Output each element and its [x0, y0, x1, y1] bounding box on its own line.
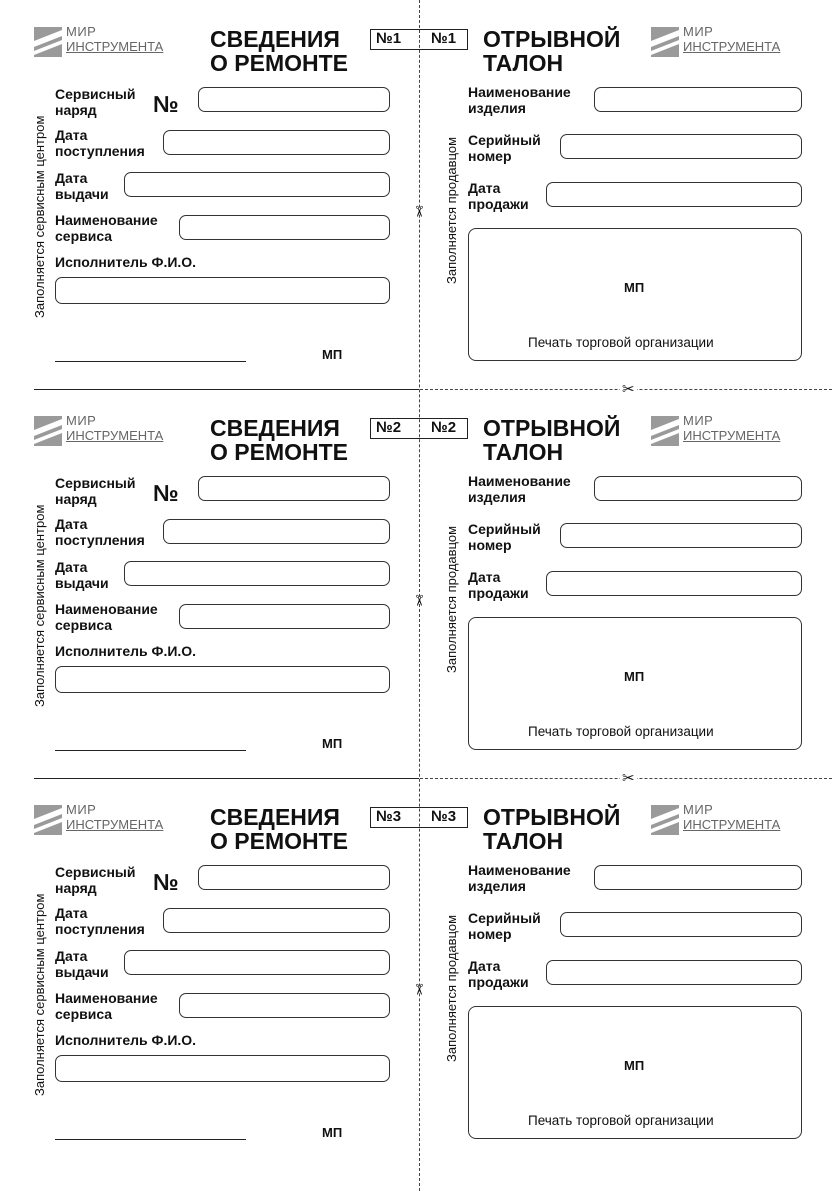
date-received-label-line1: Дата — [55, 516, 88, 532]
service-name-label-line1: Наименование — [55, 601, 158, 617]
logo-left — [34, 414, 184, 448]
serial-number-label — [468, 521, 541, 553]
scissors-icon: ✂ — [409, 594, 427, 607]
repair-title-line2: О РЕМОНТЕ — [210, 50, 349, 76]
logo-left — [34, 25, 184, 59]
serial-number-field[interactable] — [560, 912, 802, 937]
product-name-label — [468, 84, 571, 116]
logo-icon — [651, 805, 679, 835]
service-order-field[interactable] — [198, 87, 390, 112]
serial-number-label — [468, 910, 541, 942]
coupon-title-line1: ОТРЫВНОЙ — [483, 26, 621, 52]
cut-line-1-left — [34, 389, 419, 390]
store-stamp-caption: Печать торговой организации — [528, 724, 714, 739]
service-name-label-line2: сервиса — [55, 1006, 113, 1022]
date-received-label-line2: поступления — [55, 143, 145, 159]
logo-left — [34, 803, 184, 837]
number-sign: № — [153, 480, 179, 506]
service-name-label-line1: Наименование — [55, 212, 158, 228]
service-order-field[interactable] — [198, 476, 390, 501]
logo-text-line2: ИНСТРУМЕНТА — [66, 428, 164, 443]
product-name-label-line2: изделия — [468, 878, 526, 894]
executor-label: Исполнитель Ф.И.О. — [55, 1032, 197, 1048]
logo-text-line2: ИНСТРУМЕНТА — [66, 39, 164, 54]
service-name-field[interactable] — [179, 215, 390, 240]
service-order-label-line1: Сервисный — [55, 864, 136, 880]
service-name-label — [55, 601, 158, 633]
service-center-side-label: Заполняется сервисным центром — [32, 893, 47, 1096]
store-stamp-caption: Печать торговой организации — [528, 1113, 714, 1128]
sale-date-label-line2: продажи — [468, 196, 529, 212]
logo-right — [651, 803, 801, 837]
date-issued-label-line2: выдачи — [55, 186, 109, 202]
logo-text-line2: ИНСТРУМЕНТА — [66, 817, 164, 832]
date-issued-label-line2: выдачи — [55, 575, 109, 591]
serial-number-field[interactable] — [560, 523, 802, 548]
repair-title-line2: О РЕМОНТЕ — [210, 439, 349, 465]
logo-text-line1: МИР — [66, 413, 97, 428]
repair-record-section — [0, 389, 839, 778]
service-order-label — [55, 475, 135, 507]
sale-date-label — [468, 958, 529, 990]
date-issued-label — [55, 948, 109, 980]
date-issued-label-line1: Дата — [55, 559, 88, 575]
product-name-label — [468, 473, 571, 505]
logo-right — [651, 25, 801, 59]
serial-number-label-line1: Серийный — [468, 910, 541, 926]
number-sign: № — [153, 869, 179, 895]
service-name-label-line1: Наименование — [55, 990, 158, 1006]
product-name-field[interactable] — [594, 87, 802, 112]
cut-line-2-left — [34, 778, 419, 779]
executor-field[interactable] — [55, 277, 390, 304]
product-name-label-line2: изделия — [468, 100, 526, 116]
date-issued-field[interactable] — [124, 950, 390, 975]
service-name-field[interactable] — [179, 993, 390, 1018]
signature-line — [55, 1139, 246, 1140]
service-center-side-label: Заполняется сервисным центром — [32, 115, 47, 318]
repair-title-line2: О РЕМОНТЕ — [210, 828, 349, 854]
date-issued-label — [55, 170, 109, 202]
right-stamp-mark: МП — [624, 1058, 645, 1073]
service-order-label-line1: Сервисный — [55, 86, 136, 102]
service-center-side-label: Заполняется сервисным центром — [32, 504, 47, 707]
coupon-title — [483, 416, 620, 464]
sale-date-field[interactable] — [546, 571, 802, 596]
scissors-icon: ✂ — [409, 205, 427, 218]
service-order-label-line2: наряд — [55, 491, 97, 507]
date-received-label-line1: Дата — [55, 905, 88, 921]
coupon-title-line1: ОТРЫВНОЙ — [483, 415, 621, 441]
executor-field[interactable] — [55, 1055, 390, 1082]
coupon-number: №1 — [431, 30, 457, 47]
repair-number: №3 — [376, 808, 402, 825]
repair-record-section — [0, 0, 839, 389]
sale-date-field[interactable] — [546, 960, 802, 985]
date-received-label — [55, 516, 145, 548]
serial-number-label-line2: номер — [468, 148, 512, 164]
coupon-title-line2: ТАЛОН — [483, 828, 564, 854]
logo-text-line2: ИНСТРУМЕНТА — [683, 428, 781, 443]
product-name-field[interactable] — [594, 865, 802, 890]
date-received-label-line2: поступления — [55, 532, 145, 548]
logo-text-line2: ИНСТРУМЕНТА — [683, 39, 781, 54]
product-name-field[interactable] — [594, 476, 802, 501]
right-stamp-mark: МП — [624, 669, 645, 684]
signature-line — [55, 750, 246, 751]
service-name-field[interactable] — [179, 604, 390, 629]
logo-text-line1: МИР — [683, 24, 714, 39]
coupon-title — [483, 805, 620, 853]
repair-title — [210, 805, 348, 853]
service-name-label — [55, 212, 158, 244]
left-stamp-mark: МП — [322, 736, 343, 751]
scissors-icon: ✂ — [409, 983, 427, 996]
logo-text-line1: МИР — [683, 802, 714, 817]
date-received-label-line1: Дата — [55, 127, 88, 143]
product-name-label-line2: изделия — [468, 489, 526, 505]
service-name-label — [55, 990, 158, 1022]
date-received-field[interactable] — [163, 519, 390, 544]
date-received-label — [55, 127, 145, 159]
sale-date-label — [468, 569, 529, 601]
date-issued-field[interactable] — [124, 561, 390, 586]
service-name-label-line2: сервиса — [55, 617, 113, 633]
serial-number-label-line2: номер — [468, 926, 512, 942]
coupon-title-line2: ТАЛОН — [483, 50, 564, 76]
executor-field[interactable] — [55, 666, 390, 693]
coupon-title-line2: ТАЛОН — [483, 439, 564, 465]
signature-line — [55, 361, 246, 362]
logo-text-line1: МИР — [683, 413, 714, 428]
logo-icon — [651, 27, 679, 57]
date-issued-label-line1: Дата — [55, 948, 88, 964]
repair-number: №1 — [376, 30, 402, 47]
serial-number-label-line1: Серийный — [468, 132, 541, 148]
service-order-label-line1: Сервисный — [55, 475, 136, 491]
repair-title-line1: СВЕДЕНИЯ — [210, 415, 340, 441]
coupon-title-line1: ОТРЫВНОЙ — [483, 804, 621, 830]
seller-side-label: Заполняется продавцом — [444, 136, 459, 284]
service-order-label — [55, 864, 135, 896]
serial-number-field[interactable] — [560, 134, 802, 159]
executor-label: Исполнитель Ф.И.О. — [55, 643, 197, 659]
right-stamp-mark: МП — [624, 280, 645, 295]
repair-title — [210, 27, 348, 75]
sale-date-label-line2: продажи — [468, 974, 529, 990]
sale-date-label-line1: Дата — [468, 569, 501, 585]
coupon-title — [483, 27, 620, 75]
product-name-label — [468, 862, 571, 894]
repair-number: №2 — [376, 419, 402, 436]
logo-text-line1: МИР — [66, 24, 97, 39]
logo-text-line2: ИНСТРУМЕНТА — [683, 817, 781, 832]
sale-date-label-line1: Дата — [468, 958, 501, 974]
store-stamp-caption: Печать торговой организации — [528, 335, 714, 350]
coupon-number: №3 — [431, 808, 457, 825]
product-name-label-line1: Наименование — [468, 473, 571, 489]
date-issued-label-line1: Дата — [55, 170, 88, 186]
repair-title — [210, 416, 348, 464]
logo-icon — [34, 416, 62, 446]
product-name-label-line1: Наименование — [468, 862, 571, 878]
executor-label: Исполнитель Ф.И.О. — [55, 254, 197, 270]
logo-icon — [34, 805, 62, 835]
logo-text-line1: МИР — [66, 802, 97, 817]
number-sign: № — [153, 91, 179, 117]
serial-number-label-line2: номер — [468, 537, 512, 553]
left-stamp-mark: МП — [322, 1125, 343, 1140]
seller-side-label: Заполняется продавцом — [444, 914, 459, 1062]
service-name-label-line2: сервиса — [55, 228, 113, 244]
date-issued-field[interactable] — [124, 172, 390, 197]
repair-title-line1: СВЕДЕНИЯ — [210, 26, 340, 52]
logo-icon — [651, 416, 679, 446]
date-received-label — [55, 905, 145, 937]
service-order-label — [55, 86, 135, 118]
sale-date-label-line2: продажи — [468, 585, 529, 601]
serial-number-label-line1: Серийный — [468, 521, 541, 537]
date-issued-label — [55, 559, 109, 591]
sale-date-label — [468, 180, 529, 212]
product-name-label-line1: Наименование — [468, 84, 571, 100]
sale-date-label-line1: Дата — [468, 180, 501, 196]
date-received-label-line2: поступления — [55, 921, 145, 937]
date-received-field[interactable] — [163, 908, 390, 933]
seller-side-label: Заполняется продавцом — [444, 525, 459, 673]
sale-date-field[interactable] — [546, 182, 802, 207]
left-stamp-mark: МП — [322, 347, 343, 362]
serial-number-label — [468, 132, 541, 164]
service-order-label-line2: наряд — [55, 102, 97, 118]
logo-icon — [34, 27, 62, 57]
service-order-label-line2: наряд — [55, 880, 97, 896]
date-issued-label-line2: выдачи — [55, 964, 109, 980]
scissors-icon: ✂ — [622, 381, 635, 398]
repair-record-section — [0, 778, 839, 1167]
logo-right — [651, 414, 801, 448]
service-order-field[interactable] — [198, 865, 390, 890]
date-received-field[interactable] — [163, 130, 390, 155]
scissors-icon: ✂ — [622, 770, 635, 787]
coupon-number: №2 — [431, 419, 457, 436]
repair-title-line1: СВЕДЕНИЯ — [210, 804, 340, 830]
